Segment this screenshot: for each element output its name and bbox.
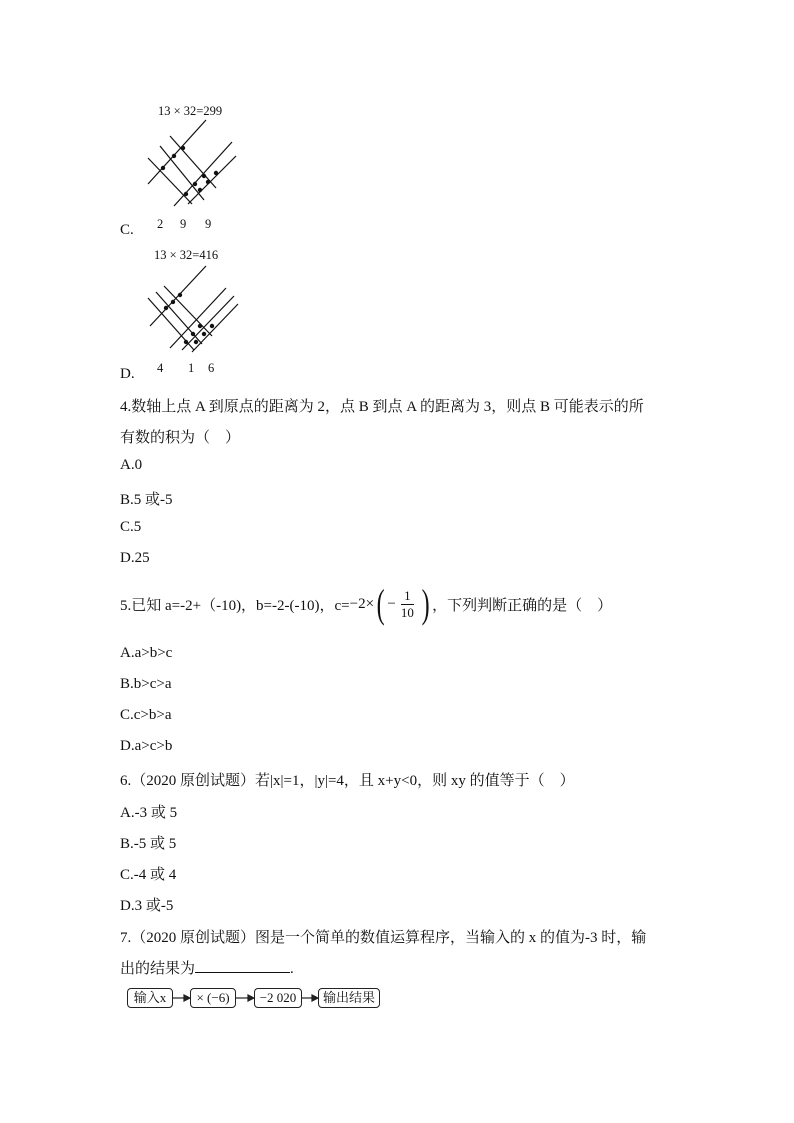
question-5-fraction-expr [374,581,432,626]
question-4-option-b: B.5 或-5 [120,492,173,508]
fraction-denominator: 10 [400,604,414,620]
question-6-option-b: B.-5 或 5 [120,836,177,852]
flow-arrows [120,986,390,1010]
question-5-option-d: D.a>c>b [120,738,173,754]
figure-c-digit-3: 9 [205,217,212,231]
question-4-option-a: A.0 [120,457,143,473]
question-7-line-1: 7.（2020 原创试题）图是一个简单的数值运算程序，当输入的 x 的值为-3 时，输 [120,930,647,946]
figure-d-digit-2: 1 [188,361,195,375]
question-5-stem [120,581,613,626]
question-5-suffix: ，下列判断正确的是（ ） [432,597,613,614]
fraction-minus: − [387,595,396,612]
question-4-option-d: D.25 [120,550,150,566]
question-5-option-c: C.c>b>a [120,707,172,723]
figure-d-equation: 13 × 32=416 [154,248,219,262]
figure-c-equation: 13 × 32=299 [158,104,223,118]
question-4-option-c: C.5 [120,519,142,535]
option-c-label: C. [120,222,134,238]
question-6-option-c: C.-4 或 4 [120,867,177,883]
question-7-line-2-prefix: 出的结果为 [120,961,196,977]
figure-d-digit-1: 4 [157,361,164,375]
question-6-stem: 6.（2020 原创试题）若|x|=1，|y|=4，且 x+y<0，则 xy 的值等于（ ） [120,773,575,789]
figure-d-line-diagram [140,262,240,354]
option-d-label: D. [120,366,135,382]
question-6-option-a: A.-3 或 5 [120,805,178,821]
flow-box-subtract: −2 020 [254,988,302,1008]
figure-c-digit-1: 2 [157,217,164,231]
flow-box-input: 输入x [127,988,173,1008]
flow-box-output: 输出结果 [318,988,380,1008]
question-6-option-d: D.3 或-5 [120,898,174,914]
fraction [398,588,417,621]
figure-d-digit-3: 6 [208,361,215,375]
question-5-option-b: B.b>c>a [120,676,172,692]
fraction-numerator: 1 [401,588,414,605]
paren-close: ) [421,581,430,626]
question-4-line-2: 有数的积为（ ） [120,430,241,446]
question-5-option-a: A.a>b>c [120,645,173,661]
question-7-line-2 [120,957,294,978]
question-5-prefix: 5.已知 a=-2+（-10)，b=-2-(-10)，c= [120,597,350,614]
question-5-c-expr: −2× [349,595,375,612]
paren-open: ( [376,581,385,626]
question-7-line-2-suffix: . [290,961,294,977]
answer-blank [195,957,290,973]
figure-c-line-diagram [140,118,240,210]
question-4-line-1: 4.数轴上点 A 到原点的距离为 2，点 B 到点 A 的距离为 3，则点 B 可能表示的所 [120,399,644,415]
figure-c-digit-2: 9 [180,217,187,231]
flow-box-multiply: × (−6) [190,988,236,1008]
